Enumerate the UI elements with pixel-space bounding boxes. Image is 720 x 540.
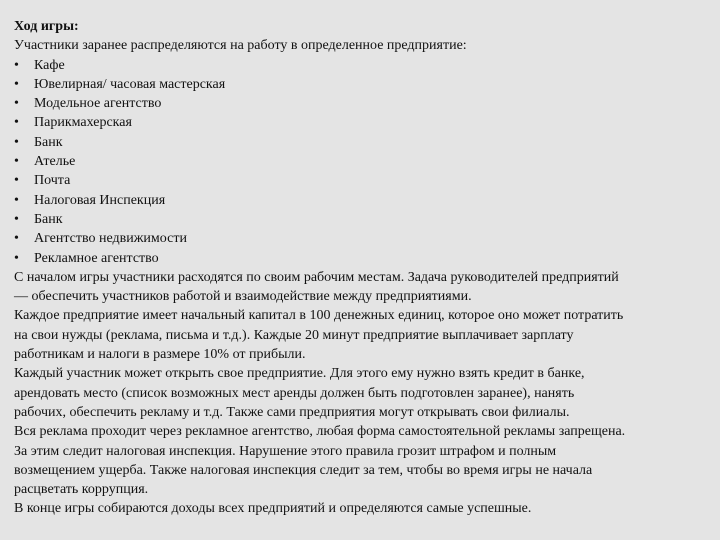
list-item: • Рекламное агентство xyxy=(14,249,714,268)
list-item: • Почта xyxy=(14,171,714,190)
bullet-icon: • xyxy=(14,250,19,266)
list-item: • Парикмахерская xyxy=(14,113,714,132)
paragraph-own-business: Каждый участник может открыть свое предприятие. Для этого ему нужно взять кредит в банке, арендовать место (список возможных мест аренды должен быть подготовлен заранее), нанять рабочих, обеспечить рекламу и т.д. Также сами предприятия могут открывать свои филиалы. xyxy=(14,366,585,420)
bullet-icon: • xyxy=(14,115,19,131)
bullet-icon: • xyxy=(14,134,19,150)
bullet-icon: • xyxy=(14,231,19,247)
slide-title: Ход игры: xyxy=(14,19,79,34)
list-item: • Ателье xyxy=(14,152,714,171)
list-item: • Банк xyxy=(14,133,714,152)
bullet-icon: • xyxy=(14,192,19,208)
paragraph-advertising: Вся реклама проходит через рекламное агентство, любая форма самостоятельной рекламы запрещена. За этим следит налоговая инспекция. Нарушение этого правила грозит штрафом и полным возмещением ущерба. Также налоговая инспекция следит за тем, чтобы во время игры не начала расцветать коррупция. xyxy=(14,424,626,498)
bullet-icon: • xyxy=(14,76,19,92)
bullet-icon: • xyxy=(14,173,19,189)
list-item: • Ювелирная/ часовая мастерская xyxy=(14,75,714,94)
paragraph-roles: С началом игры участники расходятся по своим рабочим местам. Задача руководителей предприятий — обеспечить участников работой и взаимодействие между предприятиями. xyxy=(14,269,619,305)
list-item: • Модельное агентство xyxy=(14,94,714,113)
paragraph-ending: В конце игры собираются доходы всех предприятий и определяются самые успешные. xyxy=(14,501,532,517)
enterprise-list xyxy=(14,56,714,268)
bullet-icon: • xyxy=(14,154,19,170)
bullet-icon: • xyxy=(14,211,19,227)
paragraph-capital: Каждое предприятие имеет начальный капитал в 100 денежных единиц, которое оно может потратить на свои нужды (реклама, письма и т.д.). Каждые 20 минут предприятие выплачивает зарплату работникам и налоги в размере 10% от прибыли. xyxy=(14,308,624,363)
bullet-icon: • xyxy=(14,57,19,73)
list-item: • Налоговая Инспекция xyxy=(14,191,714,210)
list-item: • Банк xyxy=(14,210,714,229)
list-item: • Агентство недвижимости xyxy=(14,229,714,248)
slide-content xyxy=(14,17,714,519)
intro-text: Участники заранее распределяются на работу в определенное предприятие: xyxy=(14,38,467,54)
list-item: • Кафе xyxy=(14,56,714,75)
bullet-icon: • xyxy=(14,96,19,112)
